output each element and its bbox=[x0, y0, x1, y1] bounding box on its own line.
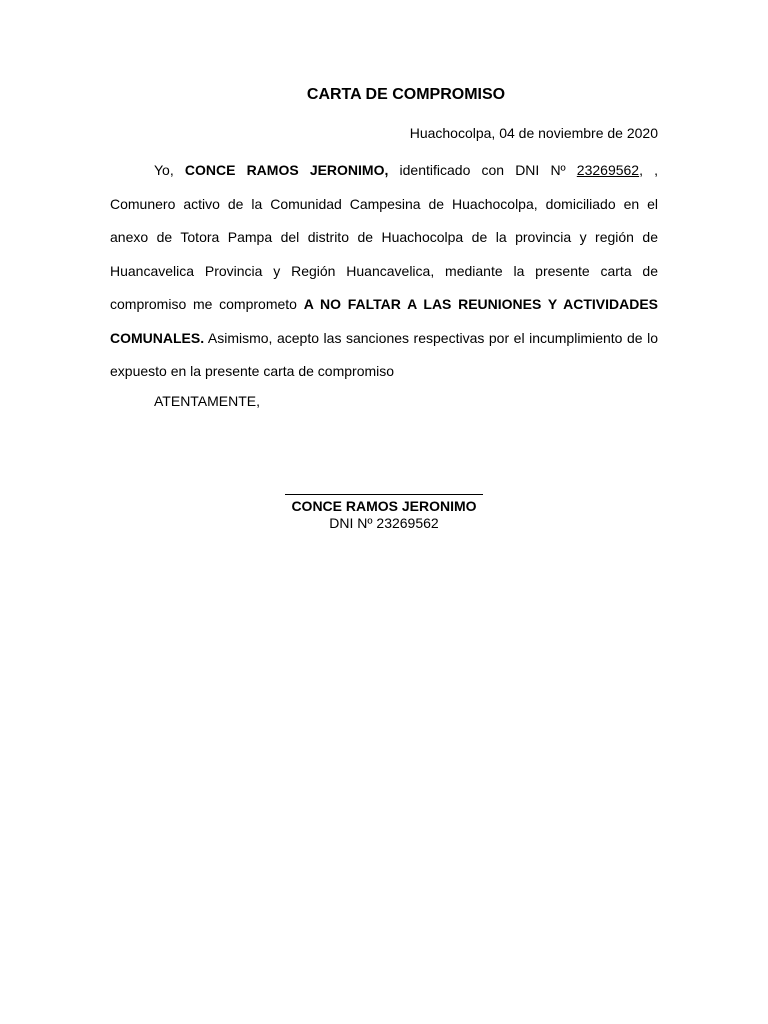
signature-dni: DNI Nº 23269562 bbox=[329, 515, 439, 531]
body-text-part1: Yo, bbox=[154, 162, 185, 178]
signature-line bbox=[285, 494, 483, 495]
place-date: Huachocolpa, 04 de noviembre de 2020 bbox=[409, 125, 658, 141]
signature-name: CONCE RAMOS JERONIMO bbox=[291, 498, 477, 514]
body-paragraph bbox=[110, 154, 658, 389]
signature-block bbox=[0, 494, 768, 532]
document-title: CARTA DE COMPROMISO bbox=[306, 86, 506, 103]
body-dni: 23269562 bbox=[576, 162, 640, 178]
body-text-part2: identificado con DNI Nº bbox=[388, 162, 577, 178]
body-text-part3: , , Comunero activo de la Comunidad Campesina de Huachocolpa, domiciliado en el anexo de Totora Pampa del distrito de Huachocolpa de la provincia y región de Huancavelica Provincia y Región Huancavelica, mediante la presente carta de compromiso me comprometo bbox=[110, 162, 659, 312]
closing-text: ATENTAMENTE, bbox=[154, 393, 261, 409]
body-name: CONCE RAMOS JERONIMO, bbox=[184, 162, 389, 178]
body-commitment: A NO FALTAR A LAS REUNIONES Y ACTIVIDADES COMUNALES. bbox=[110, 296, 659, 346]
body-text-part4: Asimismo, acepto las sanciones respectivas por el incumplimiento de lo expuesto en la presente carta de compromiso bbox=[110, 329, 658, 379]
